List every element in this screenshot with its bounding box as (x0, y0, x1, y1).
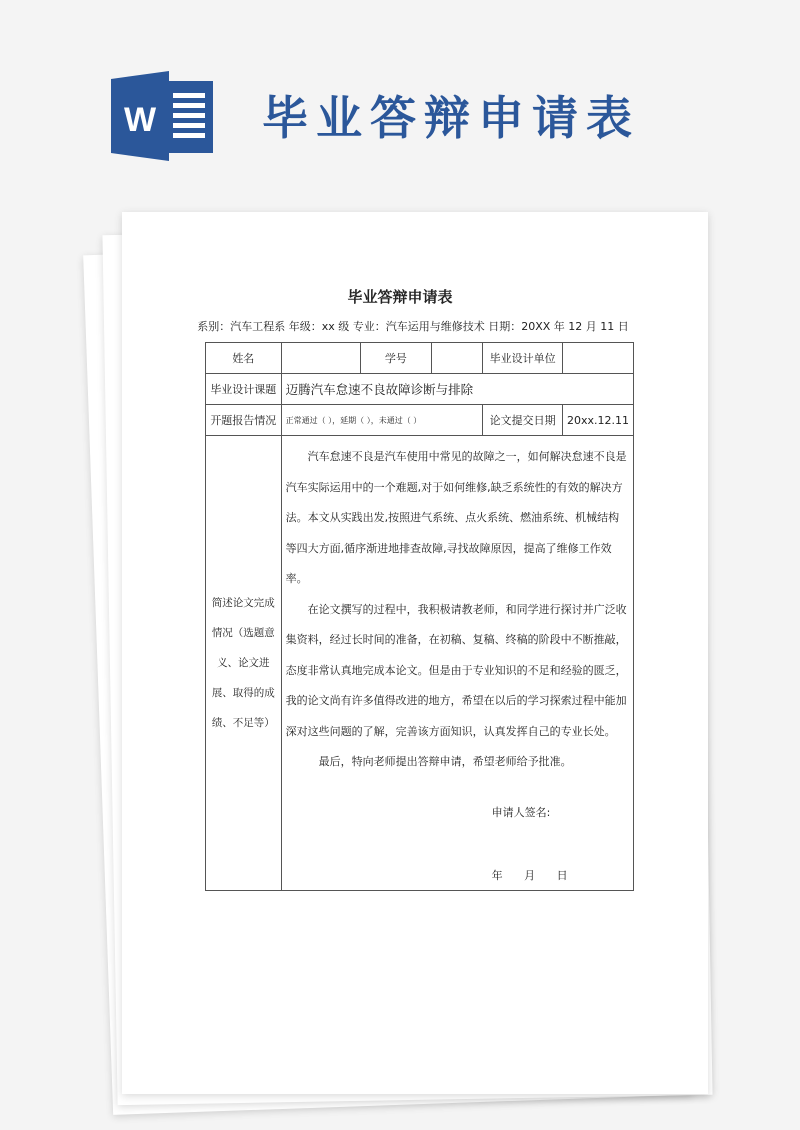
unit-label: 毕业设计单位 (483, 343, 563, 374)
topic-value: 迈腾汽车怠速不良故障诊断与排除 (281, 374, 633, 405)
unit-value[interactable] (562, 343, 633, 374)
student-id-value[interactable] (431, 343, 483, 374)
word-document-icon (111, 71, 215, 161)
submit-date-label: 论文提交日期 (483, 405, 563, 436)
name-label: 姓名 (206, 343, 282, 374)
document-meta: 系别：汽车工程系 年级：xx 级 专业：汽车运用与维修技术 日期：20XX 年 12 月 11 日 (197, 320, 629, 333)
logo-letter: W (123, 101, 157, 139)
summary-content (281, 436, 633, 891)
report-label: 开题报告情况 (206, 405, 282, 436)
paragraph: 最后，特向老师提出答辩申请，希望老师给予批准。 (318, 755, 572, 768)
report-value: 正常通过（ ），延期（ ），未通过（ ） (281, 405, 483, 436)
topic-label: 毕业设计课题 (206, 374, 282, 405)
signature-label: 申请人签名: (491, 806, 551, 819)
paragraph: 在论文撰写的过程中，我积极请教老师，和同学进行探讨并广泛收集资料，经过长时间的准备，在初稿、复稿、终稿的阶段中不断推敲，态度非常认真地完成本论文。但是由于专业知识的不足和经验的匮乏，我的论文尚有许多值得改进的地方，希望在以后的学习探索过程中能加深对这些问题的了解，完善该方面知识，认真发挥自己的专业长处。 (285, 602, 627, 738)
summary-label: 简述论文完成情况（选题意义、论文进展、取得的成绩、不足等） (206, 436, 282, 891)
document-title: 毕业答辩申请表 (347, 288, 453, 306)
application-form (205, 342, 634, 891)
date-label: 年 月 日 (491, 869, 568, 882)
name-value[interactable] (281, 343, 360, 374)
submit-date-value: 20xx.12.11 (562, 405, 633, 436)
banner-title: 毕业答辩申请表 (262, 91, 640, 145)
student-id-label: 学号 (361, 343, 432, 374)
paragraph: 汽车怠速不良是汽车使用中常见的故障之一，如何解决怠速不良是汽车实际运用中的一个难题,对于如何维修,缺乏系统性的有效的解决方法。本文从实践出发,按照进气系统、点火系统、燃油系统、机械结构等四大方面,循序渐进地排查故障,寻找故障原因，提高了维修工作效率。 (285, 450, 627, 585)
